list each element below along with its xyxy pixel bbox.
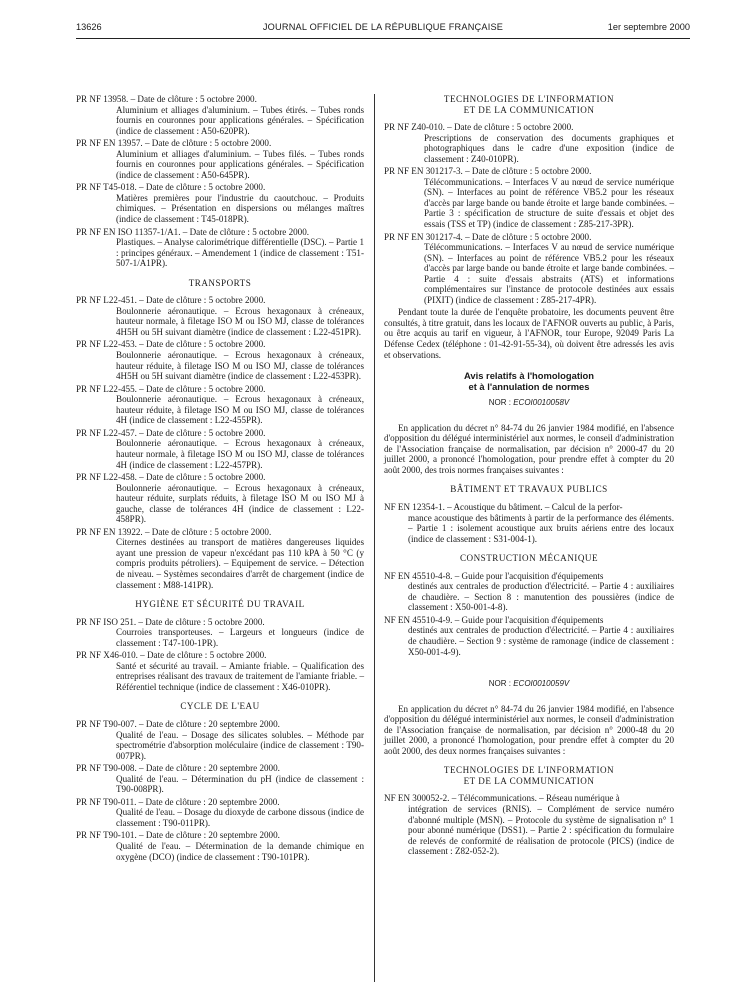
standard-entry: [76, 138, 364, 180]
standard-description: Aluminium et alliages d'aluminium. – Tubes étirés. – Tubes ronds fournis en couronnes pour applications générales. – Spécification (indice de classement : A50-620PR).: [116, 104, 364, 136]
entries-group: [76, 719, 364, 862]
standard-reference: PR NF ISO 251. – Date de clôture : 5 octobre 2000.: [76, 616, 265, 627]
entries-group: [76, 617, 364, 693]
nor-reference: [384, 679, 674, 690]
standard-entry: [76, 339, 364, 381]
standard-reference: PR NF T90-008. – Date de clôture : 20 septembre 2000.: [76, 763, 280, 774]
standard-description: Télécommunications. – Interfaces V au nœud de service numérique (SN). – Interfaces au point de référence VB5.2 pour les réseaux d'accès par large bande ou bande étroite et large bande combinées. – Partie 4 : suite d'essais abstraits (ATS) et informations complémentaires sur l'instance de protocole destinées aux essais (PIXIT) (indice de classement : Z85-217-4PR).: [424, 242, 674, 305]
standard-reference: PR NF EN ISO 11357-1/A1. – Date de clôture : 5 octobre 2000.: [76, 226, 310, 237]
nor-value: ECOI0010058V: [513, 398, 570, 408]
entries-group: [384, 793, 674, 856]
standard-reference: PR NF T90-011. – Date de clôture : 20 septembre 2000.: [76, 796, 280, 807]
issue-date: 1er septembre 2000: [607, 22, 690, 32]
standard-entry: [76, 384, 364, 426]
entries-group: [384, 122, 674, 305]
standard-description: Plastiques. – Analyse calorimétrique différentielle (DSC). – Partie 1 : principes généraux. – Amendement 1 (indice de classement : T51-507-1/A1PR).: [116, 237, 364, 269]
standard-entry: [76, 797, 364, 829]
entries-group: [76, 94, 364, 269]
header-rule: [76, 38, 690, 39]
standard-reference: PR NF EN 301217-3. – Date de clôture : 5 octobre 2000.: [384, 166, 592, 177]
standard-description: Boulonnerie aéronautique. – Ecrous hexagonaux à créneaux, hauteur réduite, à filetage ISO M ou ISO MJ, classe de tolérances 4H (indice de classement : L22-455PR).: [116, 394, 364, 426]
standard-entry: [76, 527, 364, 590]
standard-reference: PR NF EN 13922. – Date de clôture : 5 octobre 2000.: [76, 526, 272, 537]
standard-description: Télécommunications. – Interfaces V au nœud de service numérique (SN). – Interfaces au point de référence VB5.2 pour les réseaux d'accès par large bande ou bande étroite et large bande combinées. – Partie 3 : spécification de structure de suite d'essais et objet des essais (TSS et TP) (indice de classement : Z85-217-3PR).: [424, 176, 674, 230]
left-column: [76, 94, 364, 864]
standard-entry: [384, 166, 674, 229]
standard-description: Boulonnerie aéronautique. – Ecrous hexagonaux à créneaux, hauteur normale, à filetage ISO M ou ISO MJ, classe de tolérances 4H (indice de classement : L22-457PR).: [116, 438, 364, 470]
standard-reference: NF EN 45510-4-8. – Guide pour l'acquisition d'équipements: [384, 570, 604, 581]
right-column: [384, 94, 674, 859]
homologation-title-line: et à l'annulation de normes: [468, 381, 590, 393]
standard-entry: [76, 719, 364, 761]
nor-label: NOR :: [488, 679, 511, 689]
standard-reference: PR NF L22-451. – Date de clôture : 5 octobre 2000.: [76, 295, 266, 306]
page-number: 13626: [76, 22, 102, 32]
section-title-line: TECHNOLOGIES DE L'INFORMATION: [443, 765, 615, 776]
standard-reference: PR NF L22-453. – Date de clôture : 5 octobre 2000.: [76, 339, 266, 350]
standard-description: Courroies transporteuses. – Largeurs et longueurs (indice de classement : T47-100-1PR).: [116, 627, 364, 648]
section-title-line: ET DE LA COMMUNICATION: [463, 104, 595, 115]
standard-reference: PR NF X46-010. – Date de clôture : 5 octobre 2000.: [76, 650, 267, 661]
standard-description: Santé et sécurité au travail. – Amiante friable. – Qualification des entreprises réalisant des travaux de traitement de l'amiante friable. – Référentiel technique (indice de classement : X46-010PR).: [116, 660, 364, 692]
homologation-title: [384, 370, 674, 392]
standard-reference: NF EN 300052-2. – Télécommunications. – Réseau numérique à: [384, 793, 620, 804]
standard-entry: [76, 650, 364, 692]
standard-description: Qualité de l'eau. – Détermination de la demande chimique en oxygène (DCO) (indice de classement : T90-101PR).: [116, 841, 364, 862]
standard-reference: PR NF T90-101. – Date de clôture : 20 septembre 2000.: [76, 830, 280, 841]
standard-description: mance acoustique des bâtiments à partir de la performance des éléments. – Partie 1 : isolement acoustique aux bruits aériens entre des locaux (indice de classement : S31-004-1).: [408, 512, 674, 544]
homologation-title-line: Avis relatifs à l'homologation: [463, 370, 595, 382]
section-title-tic: [384, 765, 674, 786]
standard-reference: PR NF L22-457. – Date de clôture : 5 octobre 2000.: [76, 427, 266, 438]
standard-entry: [384, 122, 674, 164]
standard-entry: [76, 182, 364, 224]
standard-entry: [76, 472, 364, 525]
standard-entry: [76, 295, 364, 337]
consultation-paragraph: Pendant toute la durée de l'enquête probatoire, les documents peuvent être consultés, à titre gratuit, dans les locaux de l'AFNOR ouverts au public, à Paris, ou être acquis au tarif en vigueur, à l'AFNOR, tour Europe, 92049 Paris La Défense Cedex (téléphone : 01-42-91-55-34), où doivent être adressés les avis et observations.: [384, 307, 674, 360]
standard-entry: [76, 763, 364, 795]
standard-description: Boulonnerie aéronautique. – Ecrous hexagonaux à créneaux, hauteur réduite, surplats réduits, à filetage ISO M ou ISO MJ à gauche, classe de tolérances 4H (indice de classement : L22-458PR).: [116, 482, 364, 525]
standard-entry: [384, 793, 674, 856]
standard-description: intégration de services (RNIS). – Complément de service numéro d'abonné multiple (MSN). – Protocole du système de signalisation n° 1 pour abonné numérique (DSS1). – Partie 2 : spécification du formulaire de relevés de conformité de réalisation de protocole (PICS) (indice de classement : Z82-052-2).: [408, 803, 674, 857]
section-title-construction: CONSTRUCTION MÉCANIQUE: [459, 553, 599, 564]
standard-reference: PR NF L22-455. – Date de clôture : 5 octobre 2000.: [76, 383, 266, 394]
standard-reference: PR NF T90-007. – Date de clôture : 20 septembre 2000.: [76, 718, 280, 729]
standard-entry: [384, 232, 674, 306]
entries-group: [384, 502, 674, 544]
standard-description: Matières premières pour l'industrie du caoutchouc. – Produits chimiques. – Présentation en dispersions ou mélanges maîtres (indice de classement : T45-018PR).: [116, 192, 364, 225]
entries-group: [76, 295, 364, 590]
standard-entry: [384, 571, 674, 613]
standard-entry: [76, 227, 364, 269]
standard-description: Aluminium et alliages d'aluminium. – Tubes filés. – Tubes ronds fournis en couronnes pour applications générales. – Spécification (indice de classement : A50-645PR).: [116, 148, 364, 180]
decision-paragraph: En application du décret n° 84-74 du 26 janvier 1984 modifié, en l'absence d'opposition du délégué interministériel aux normes, le conseil d'administration de l'Association française de normalisation, par décision n° 2000-48 du 20 juillet 2000, a prononcé l'homologation, pour prendre effet à compter du 20 août 2000, des deux normes françaises suivantes :: [384, 703, 674, 756]
standard-entry: [384, 615, 674, 657]
column-divider: [374, 94, 375, 982]
standard-reference: PR NF 13958. – Date de clôture : 5 octobre 2000.: [76, 94, 257, 104]
standard-entry: [76, 428, 364, 470]
standard-reference: PR NF L22-458. – Date de clôture : 5 octobre 2000.: [76, 472, 266, 483]
section-title-line: TECHNOLOGIES DE L'INFORMATION: [443, 94, 615, 104]
standard-description: Boulonnerie aéronautique. – Ecrous hexagonaux à créneaux, hauteur normale, à filetage ISO M ou ISO MJ, classe de tolérances 4H5H ou 5H suivant diamètre (indice de classement : L22-451PR).: [116, 305, 364, 337]
standard-reference: PR NF T45-018. – Date de clôture : 5 octobre 2000.: [76, 182, 266, 193]
standard-reference: NF EN 12354-1. – Acoustique du bâtiment. – Calcul de la perfor-: [384, 501, 623, 512]
entries-group: [384, 571, 674, 657]
nor-reference: [384, 398, 674, 409]
standard-description: Boulonnerie aéronautique. – Ecrous hexagonaux à créneaux, hauteur réduite, à filetage ISO M ou ISO MJ, classe de tolérances 4H5H ou 5H suivant diamètre (indice de classement : L22-453PR).: [116, 350, 364, 382]
standard-reference: PR NF Z40-010. – Date de clôture : 5 octobre 2000.: [384, 122, 574, 133]
standard-description: destinés aux centrales de production d'électricité. – Partie 4 : auxiliaires de chaudière. – Section 9 : système de ramonage (indice de classement : X50-001-4-9).: [408, 625, 674, 657]
section-title-batiment: BÂTIMENT ET TRAVAUX PUBLICS: [450, 484, 608, 495]
standard-reference: PR NF EN 301217-4. – Date de clôture : 5 octobre 2000.: [384, 231, 592, 242]
journal-title: JOURNAL OFFICIEL DE LA RÉPUBLIQUE FRANÇAISE: [262, 22, 504, 32]
standard-reference: NF EN 45510-4-9. – Guide pour l'acquisition d'équipements: [384, 614, 604, 625]
decision-paragraph: En application du décret n° 84-74 du 26 janvier 1984 modifié, en l'absence d'opposition du délégué interministériel aux normes, le conseil d'administration de l'Association française de normalisation, par décision n° 2000-47 du 20 juillet 2000, a prononcé l'homologation, pour prendre effet à compter du 20 août 2000, des trois normes françaises suivantes :: [384, 422, 674, 475]
standard-description: Prescriptions de conservation des documents graphiques et photographiques dans le cadre d'une exposition (indice de classement : Z40-010PR).: [424, 132, 674, 164]
section-title-transports: TRANSPORTS: [188, 277, 252, 288]
section-title-tic: [384, 94, 674, 115]
standard-description: Qualité de l'eau. – Détermination du pH (indice de classement : T90-008PR).: [116, 773, 364, 795]
standard-entry: [76, 617, 364, 649]
section-title-eau: CYCLE DE L'EAU: [180, 701, 260, 712]
standard-description: Qualité de l'eau. – Dosage du dioxyde de carbone dissous (indice de classement : T90-011PR).: [116, 807, 364, 828]
standard-description: destinés aux centrales de production d'électricité. – Partie 4 : auxiliaires de chaudière. – Section 8 : manutention des poussières (indice de classement : X50-001-4-8).: [408, 581, 674, 613]
standard-description: Citernes destinées au transport de matières dangereuses liquides ayant une pression de vapeur n'excédant pas 110 kPA à 50 °C (y compris produits pétroliers). – Equipement de service. – Détection de niveau. – Systèmes secondaires d'arrêt de chargement (indice de classement : M88-141PR).: [116, 537, 364, 590]
nor-value: ECOI0010059V: [513, 679, 570, 689]
standard-entry: [76, 830, 364, 862]
standard-entry: [384, 502, 674, 544]
page-header: [76, 12, 690, 36]
standard-entry: [76, 94, 364, 136]
nor-label: NOR :: [488, 398, 511, 408]
standard-reference: PR NF EN 13957. – Date de clôture : 5 octobre 2000.: [76, 138, 272, 149]
section-title-line: ET DE LA COMMUNICATION: [463, 775, 595, 786]
standard-description: Qualité de l'eau. – Dosage des silicates solubles. – Méthode par spectrométrie d'absorption moléculaire (indice de classement : T90-007PR).: [116, 729, 364, 761]
section-title-hygiene: HYGIÈNE ET SÉCURITÉ DU TRAVAIL: [135, 599, 305, 610]
